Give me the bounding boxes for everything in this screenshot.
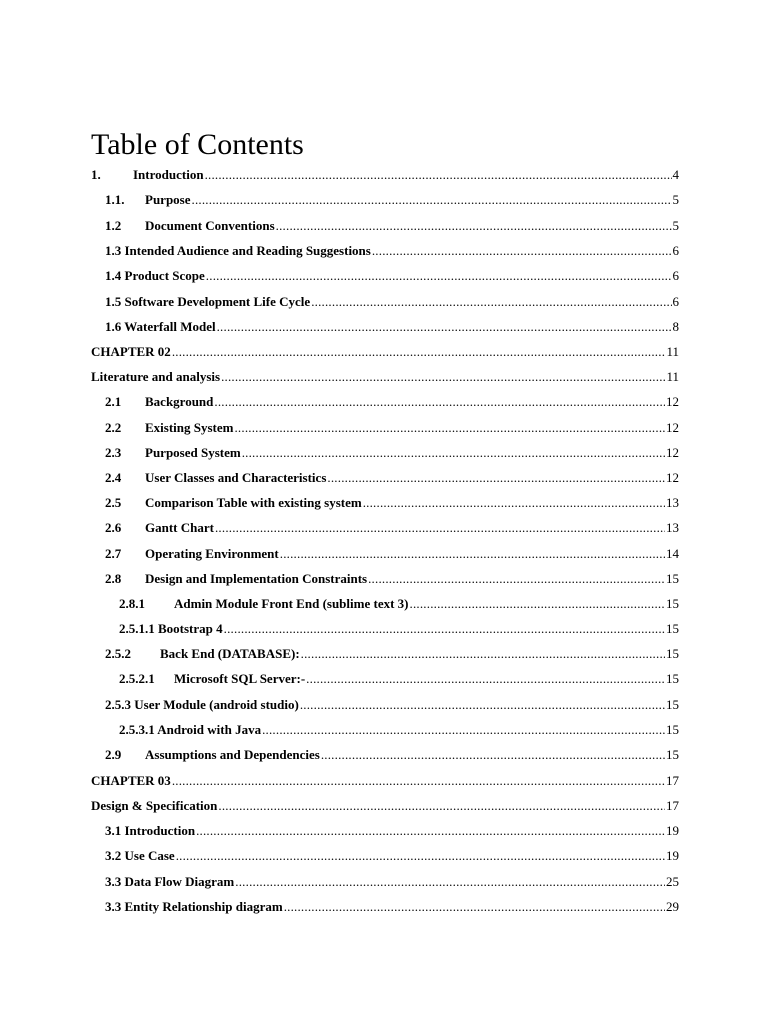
dot-leader [218, 797, 665, 815]
dot-leader [206, 267, 672, 285]
toc-entry-page-number: 15 [666, 596, 679, 611]
toc-entry[interactable] [119, 721, 679, 739]
toc-entry-title: CHAPTER 02 [91, 344, 171, 359]
toc-entry-page-number: 29 [666, 899, 679, 914]
toc-entry-page-number: 6 [672, 243, 679, 258]
toc-entry-page-number: 15 [666, 722, 679, 737]
toc-entry[interactable] [105, 822, 679, 840]
toc-entry-page-number: 5 [672, 192, 679, 207]
toc-entry-title: Design and Implementation Constraints [145, 571, 368, 586]
toc-entry[interactable] [91, 166, 679, 184]
toc-entry-page-number: 4 [672, 167, 679, 182]
toc-entry-title: 3.3 Entity Relationship diagram [105, 899, 283, 914]
toc-entry[interactable] [91, 797, 679, 815]
toc-entry-page-number: 15 [666, 747, 679, 762]
toc-entry-page-number: 11 [666, 344, 679, 359]
toc-entry-number: 2.5.2 [105, 646, 131, 661]
dot-leader [372, 242, 672, 260]
dot-leader [235, 873, 665, 891]
dot-leader [410, 595, 666, 613]
toc-entry-page-number: 19 [666, 823, 679, 838]
dot-leader [300, 696, 665, 714]
toc-entry-page-number: 25 [666, 874, 679, 889]
toc-entry-title: Background [145, 394, 214, 409]
toc-entry-number: 2.3 [105, 445, 122, 460]
toc-entry-number: 2.5 [105, 495, 122, 510]
dot-leader [196, 822, 665, 840]
dot-leader [284, 898, 665, 916]
toc-entry-page-number: 12 [666, 470, 679, 485]
toc-entry[interactable] [91, 772, 679, 790]
toc-entry-title: Literature and analysis [91, 369, 221, 384]
toc-entry[interactable] [91, 343, 679, 361]
toc-entry[interactable] [105, 217, 679, 235]
dot-leader [215, 519, 665, 537]
dot-leader [205, 166, 672, 184]
dot-leader [217, 318, 672, 336]
toc-entry-title: 1.6 Waterfall Model [105, 319, 216, 334]
toc-entry[interactable] [105, 444, 679, 462]
toc-entry-number: 2.4 [105, 470, 122, 485]
toc-entry-page-number: 11 [666, 369, 679, 384]
dot-leader [327, 469, 665, 487]
dot-leader [280, 545, 665, 563]
dot-leader [221, 368, 665, 386]
toc-entry[interactable] [105, 469, 679, 487]
dot-leader [276, 217, 672, 235]
toc-entry-page-number: 5 [672, 218, 679, 233]
toc-entry[interactable] [105, 645, 679, 663]
toc-entry[interactable] [105, 419, 679, 437]
toc-entry[interactable] [119, 670, 679, 688]
toc-entry-page-number: 6 [672, 294, 679, 309]
dot-leader [172, 772, 665, 790]
toc-entry-page-number: 17 [666, 773, 679, 788]
toc-entry-number: 2.1 [105, 394, 122, 409]
toc-entry[interactable] [105, 267, 679, 285]
toc-entry[interactable] [105, 393, 679, 411]
toc-entry-page-number: 15 [666, 671, 679, 686]
toc-entry-title: 2.5.1.1 Bootstrap 4 [119, 621, 223, 636]
toc-entry-number: 2.8.1 [119, 596, 145, 611]
toc-entry-number: 2.8 [105, 571, 122, 586]
toc-entry-title: User Classes and Characteristics [145, 470, 327, 485]
toc-entry-title: Purposed System [145, 445, 241, 460]
toc-entry-page-number: 13 [666, 495, 679, 510]
toc-entry-page-number: 13 [666, 520, 679, 535]
toc-entry-page-number: 15 [666, 571, 679, 586]
dot-leader [368, 570, 665, 588]
toc-entry[interactable] [105, 191, 679, 209]
toc-entry-title: Assumptions and Dependencies [145, 747, 320, 762]
dot-leader [311, 293, 671, 311]
dot-leader [363, 494, 665, 512]
toc-entry-title: Purpose [145, 192, 191, 207]
toc-entry-title: 3.2 Use Case [105, 848, 175, 863]
toc-entry-page-number: 12 [666, 445, 679, 460]
toc-entry-title: CHAPTER 03 [91, 773, 171, 788]
toc-entry-page-number: 19 [666, 848, 679, 863]
dot-leader [192, 191, 672, 209]
toc-entry-page-number: 12 [666, 420, 679, 435]
toc-entry-number: 1.2 [105, 218, 122, 233]
toc-entry[interactable] [105, 318, 679, 336]
toc-entry-title: Comparison Table with existing system [145, 495, 362, 510]
toc-entry[interactable] [119, 620, 679, 638]
toc-entry-page-number: 8 [672, 319, 679, 334]
toc-entry[interactable] [105, 746, 679, 764]
dot-leader [234, 419, 665, 437]
toc-entry-title: Microsoft SQL Server:- [174, 671, 306, 686]
toc-entry[interactable] [119, 595, 679, 613]
dot-leader [242, 444, 665, 462]
dot-leader [176, 847, 665, 865]
toc-entry[interactable] [91, 368, 679, 386]
toc-entry-title: Design & Specification [91, 798, 218, 813]
toc-entry-title: 3.3 Data Flow Diagram [105, 874, 235, 889]
toc-entry[interactable] [105, 494, 679, 512]
toc-entry[interactable] [105, 242, 679, 260]
toc-entry-number: 2.6 [105, 520, 122, 535]
toc-entry-page-number: 15 [666, 697, 679, 712]
toc-entry[interactable] [105, 873, 679, 891]
toc-entry-title: Admin Module Front End (sublime text 3) [174, 596, 409, 611]
toc-entry-title: 3.1 Introduction [105, 823, 196, 838]
toc-entry[interactable] [105, 847, 679, 865]
toc-entry[interactable] [105, 570, 679, 588]
toc-entry[interactable] [105, 898, 679, 916]
toc-entry-title: 2.5.3 User Module (android studio) [105, 697, 299, 712]
toc-entry-title: 1.5 Software Development Life Cycle [105, 294, 311, 309]
toc-entry-title: 1.3 Intended Audience and Reading Suggestions [105, 243, 371, 258]
toc-entry-number: 2.2 [105, 420, 122, 435]
toc-entry-number: 1.1. [105, 192, 125, 207]
toc-entry-number: 1. [91, 167, 101, 182]
toc-entry-page-number: 6 [672, 268, 679, 283]
dot-leader [301, 645, 665, 663]
toc-entry[interactable] [105, 519, 679, 537]
toc-title: Table of Contents [91, 128, 304, 161]
toc-entry-title: Operating Environment [145, 546, 279, 561]
toc-entry-number: 2.7 [105, 546, 122, 561]
dot-leader [321, 746, 665, 764]
dot-leader [224, 620, 665, 638]
toc-entry-title: Document Conventions [145, 218, 275, 233]
toc-entry-title: Back End (DATABASE): [160, 646, 300, 661]
toc-entry-page-number: 15 [666, 621, 679, 636]
toc-entry-page-number: 14 [666, 546, 679, 561]
dot-leader [262, 721, 665, 739]
toc-entry-page-number: 15 [666, 646, 679, 661]
toc-entry[interactable] [105, 545, 679, 563]
toc-entry-title: Existing System [145, 420, 234, 435]
dot-leader [214, 393, 665, 411]
toc-entry-page-number: 12 [666, 394, 679, 409]
toc-entry-title: 2.5.3.1 Android with Java [119, 722, 262, 737]
toc-entry-title: Gantt Chart [145, 520, 214, 535]
toc-entry-number: 2.5.2.1 [119, 671, 155, 686]
toc-entry-title: Introduction [133, 167, 204, 182]
toc-entry-page-number: 17 [666, 798, 679, 813]
toc-entry[interactable] [105, 293, 679, 311]
dot-leader [172, 343, 666, 361]
toc-entry-title: 1.4 Product Scope [105, 268, 205, 283]
dot-leader [306, 670, 665, 688]
toc-entry-number: 2.9 [105, 747, 122, 762]
toc-entry[interactable] [105, 696, 679, 714]
